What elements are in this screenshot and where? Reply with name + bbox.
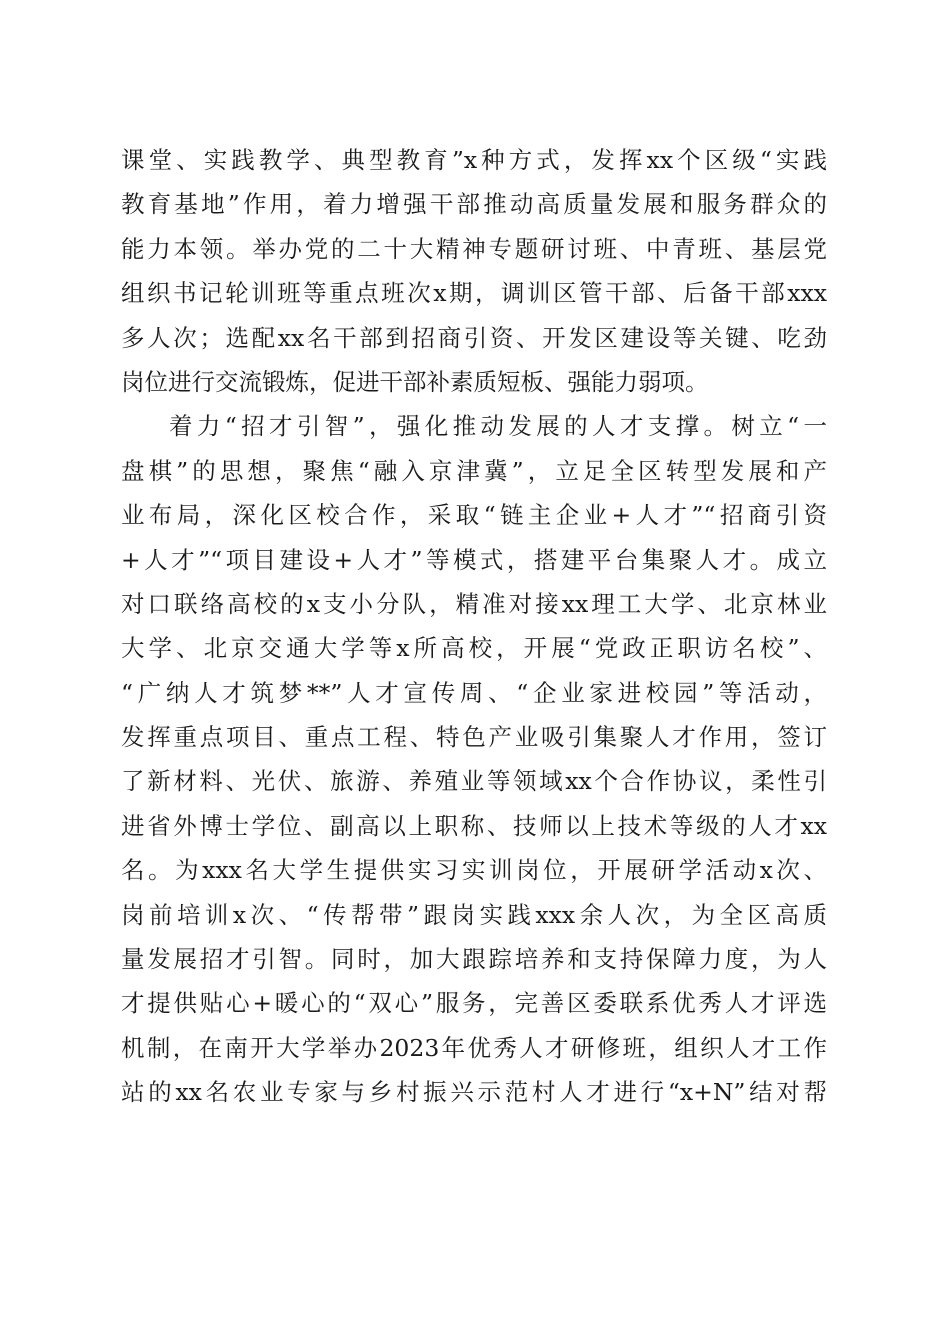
text-line: 教育基地”作用，着力增强干部推动高质量发展和服务群众的 xyxy=(121,190,827,219)
text-line: 了新材料、光伏、旅游、养殖业等领域xx个合作协议，柔性引 xyxy=(121,767,827,796)
text-line: 着力“招才引智”，强化推动发展的人才支撑。树立“一 xyxy=(169,412,827,441)
text-line: 多人次；选配xx名干部到招商引资、开发区建设等关键、吃劲 xyxy=(121,323,827,352)
text-line: 机制，在南开大学举办2023年优秀人才研修班，组织人才工作 xyxy=(121,1033,827,1062)
text-line: 量发展招才引智。同时，加大跟踪培养和支持保障力度，为人 xyxy=(121,945,827,974)
text-line: 对口联络高校的x支小分队，精准对接xx理工大学、北京林业 xyxy=(121,589,827,618)
body-text xyxy=(121,138,827,1115)
text-line: 才提供贴心+暖心的“双心”服务，完善区委联系优秀人才评选 xyxy=(121,989,827,1018)
text-line: 盘棋”的思想，聚焦“融入京津冀”，立足全区转型发展和产 xyxy=(121,456,827,485)
text-line: 发挥重点项目、重点工程、特色产业吸引集聚人才作用，签订 xyxy=(121,723,827,752)
text-line: “广纳人才筑梦**”人才宣传周、“企业家进校园”等活动， xyxy=(121,678,827,707)
text-line: 组织书记轮训班等重点班次x期，调训区管干部、后备干部xxx xyxy=(121,279,827,308)
text-line: +人才”“项目建设+人才”等模式，搭建平台集聚人才。成立 xyxy=(121,545,827,574)
text-line: 业布局，深化区校合作，采取“链主企业+人才”“招商引资 xyxy=(121,501,827,530)
text-line: 岗前培训x次、“传帮带”跟岗实践xxx余人次，为全区高质 xyxy=(121,900,827,929)
text-line: 课堂、实践教学、典型教育”x种方式，发挥xx个区级“实践 xyxy=(121,146,827,174)
text-line: 站的xx名农业专家与乡村振兴示范村人才进行“x+N”结对帮 xyxy=(121,1078,827,1107)
text-line: 大学、北京交通大学等x所高校，开展“党政正职访名校”、 xyxy=(121,634,827,663)
text-line: 岗位进行交流锻炼，促进干部补素质短板、强能力弱项。 xyxy=(121,367,709,396)
text-line: 进省外博士学位、副高以上职称、技师以上技术等级的人才xx xyxy=(121,811,827,840)
text-line: 能力本领。举办党的二十大精神专题研讨班、中青班、基层党 xyxy=(121,234,827,263)
text-line: 名。为xxx名大学生提供实习实训岗位，开展研学活动x次、 xyxy=(121,856,827,885)
